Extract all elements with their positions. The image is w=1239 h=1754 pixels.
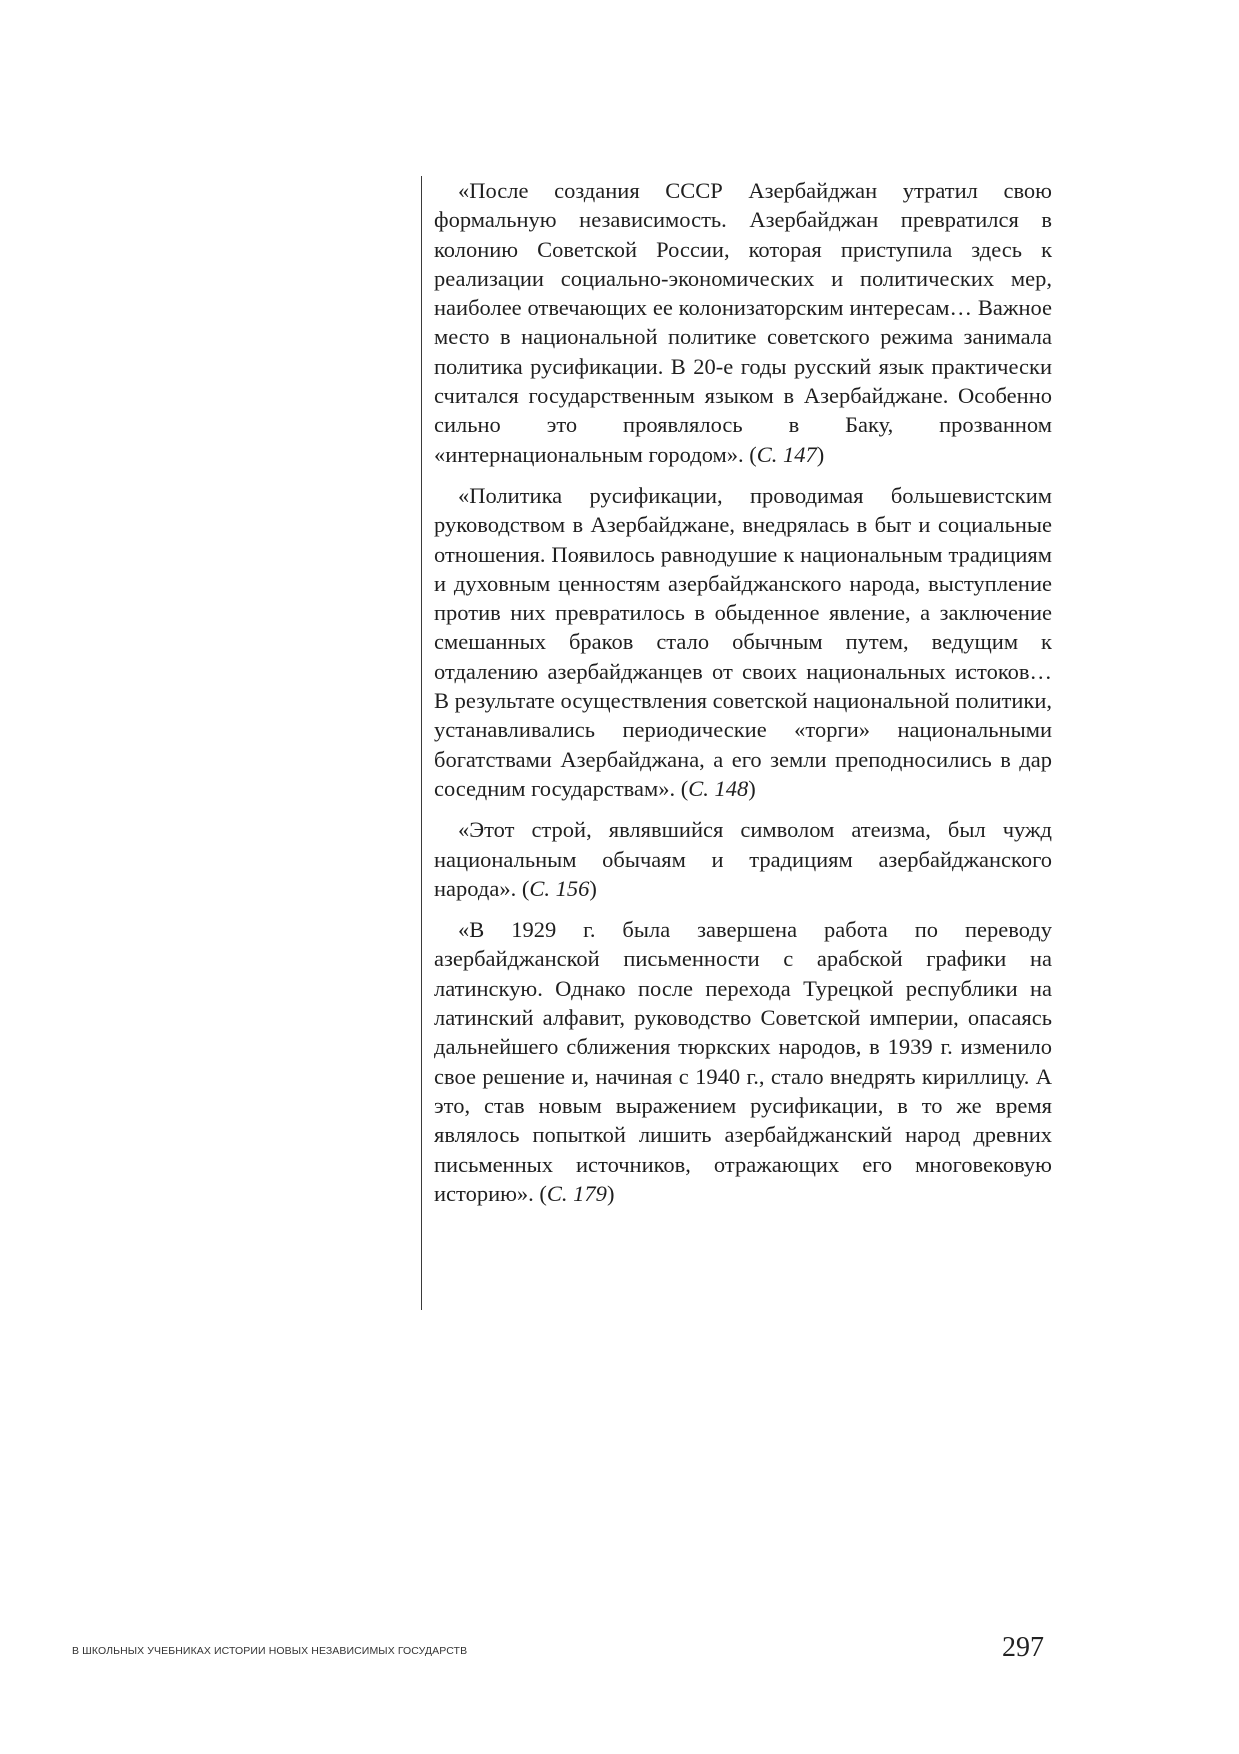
quote-text: «В 1929 г. была завершена работа по переводу азербайджанской письменности с арабской графики на латинскую. Однако после перехода Турецкой республики на латинский алфавит, руководство Советской империи, опасаясь дальнейшего сближения тюркских народов, в 1939 г. изменило свое решение и, начиная с 1940 г., стало внедрять кириллицу. А это, став новым выражением русификации, в то же время являлось попыткой лишить азербайджанский народ древних письменных источников, отражающих его многовековую историю». ( <box>434 917 1052 1206</box>
quote-text: «После создания СССР Азербайджан утратил свою формальную независимость. Азербайджан превратился в колонию Советской России, которая приступила здесь к реализации социально-экономических и политических мер, наиболее отвечающих ее колонизаторским интересам… Важное место в национальной политике советского режима занимала политика русификации. В 20-е годы русский язык практически считался государственным языком в Азербайджане. Особенно сильно это проявлялось в Баку, прозванном «интернациональным городом». ( <box>434 178 1052 467</box>
running-footer-title: В ШКОЛЬНЫХ УЧЕБНИКАХ ИСТОРИИ НОВЫХ НЕЗАВИСИМЫХ ГОСУДАРСТВ <box>72 1645 468 1657</box>
citation-close: ) <box>606 1180 615 1206</box>
page-citation: С. 147 <box>756 441 817 467</box>
citation-close: ) <box>589 875 597 901</box>
quote-paragraph-2 <box>434 481 1052 803</box>
quote-block <box>421 176 1052 1310</box>
page-citation: С. 148 <box>688 775 749 801</box>
quote-paragraph-3 <box>434 815 1052 903</box>
quote-paragraph-1 <box>434 176 1052 469</box>
page-citation: С. 156 <box>529 875 590 901</box>
page-citation: С. 179 <box>546 1180 607 1206</box>
page-number: 297 <box>1002 1632 1044 1663</box>
quote-text: «Политика русификации, проводимая большевистским руководством в Азербайджане, внедрялась в быт и социальные отношения. Появилось равнодушие к национальным традициям и духовным ценностям азербайджанского народа, выступление против них превратилось в обыденное явление, а заключение смешанных браков стало обычным путем, ведущим к отдалению азербайджанцев от своих национальных истоков… В результате осуществления советской национальной политики, устанавливались периодические «торги» национальными богатствами Азербайджана, а его земли преподносились в дар соседним государствам». ( <box>434 482 1052 801</box>
quotes-column <box>434 176 1052 1208</box>
citation-close: ) <box>816 441 825 467</box>
quote-text: «Этот строй, являвшийся символом атеизма, был чужд национальным обычаям и традициям азербайджанского народа». ( <box>434 817 1052 901</box>
citation-close: ) <box>748 775 756 801</box>
quote-paragraph-4 <box>434 915 1052 1208</box>
